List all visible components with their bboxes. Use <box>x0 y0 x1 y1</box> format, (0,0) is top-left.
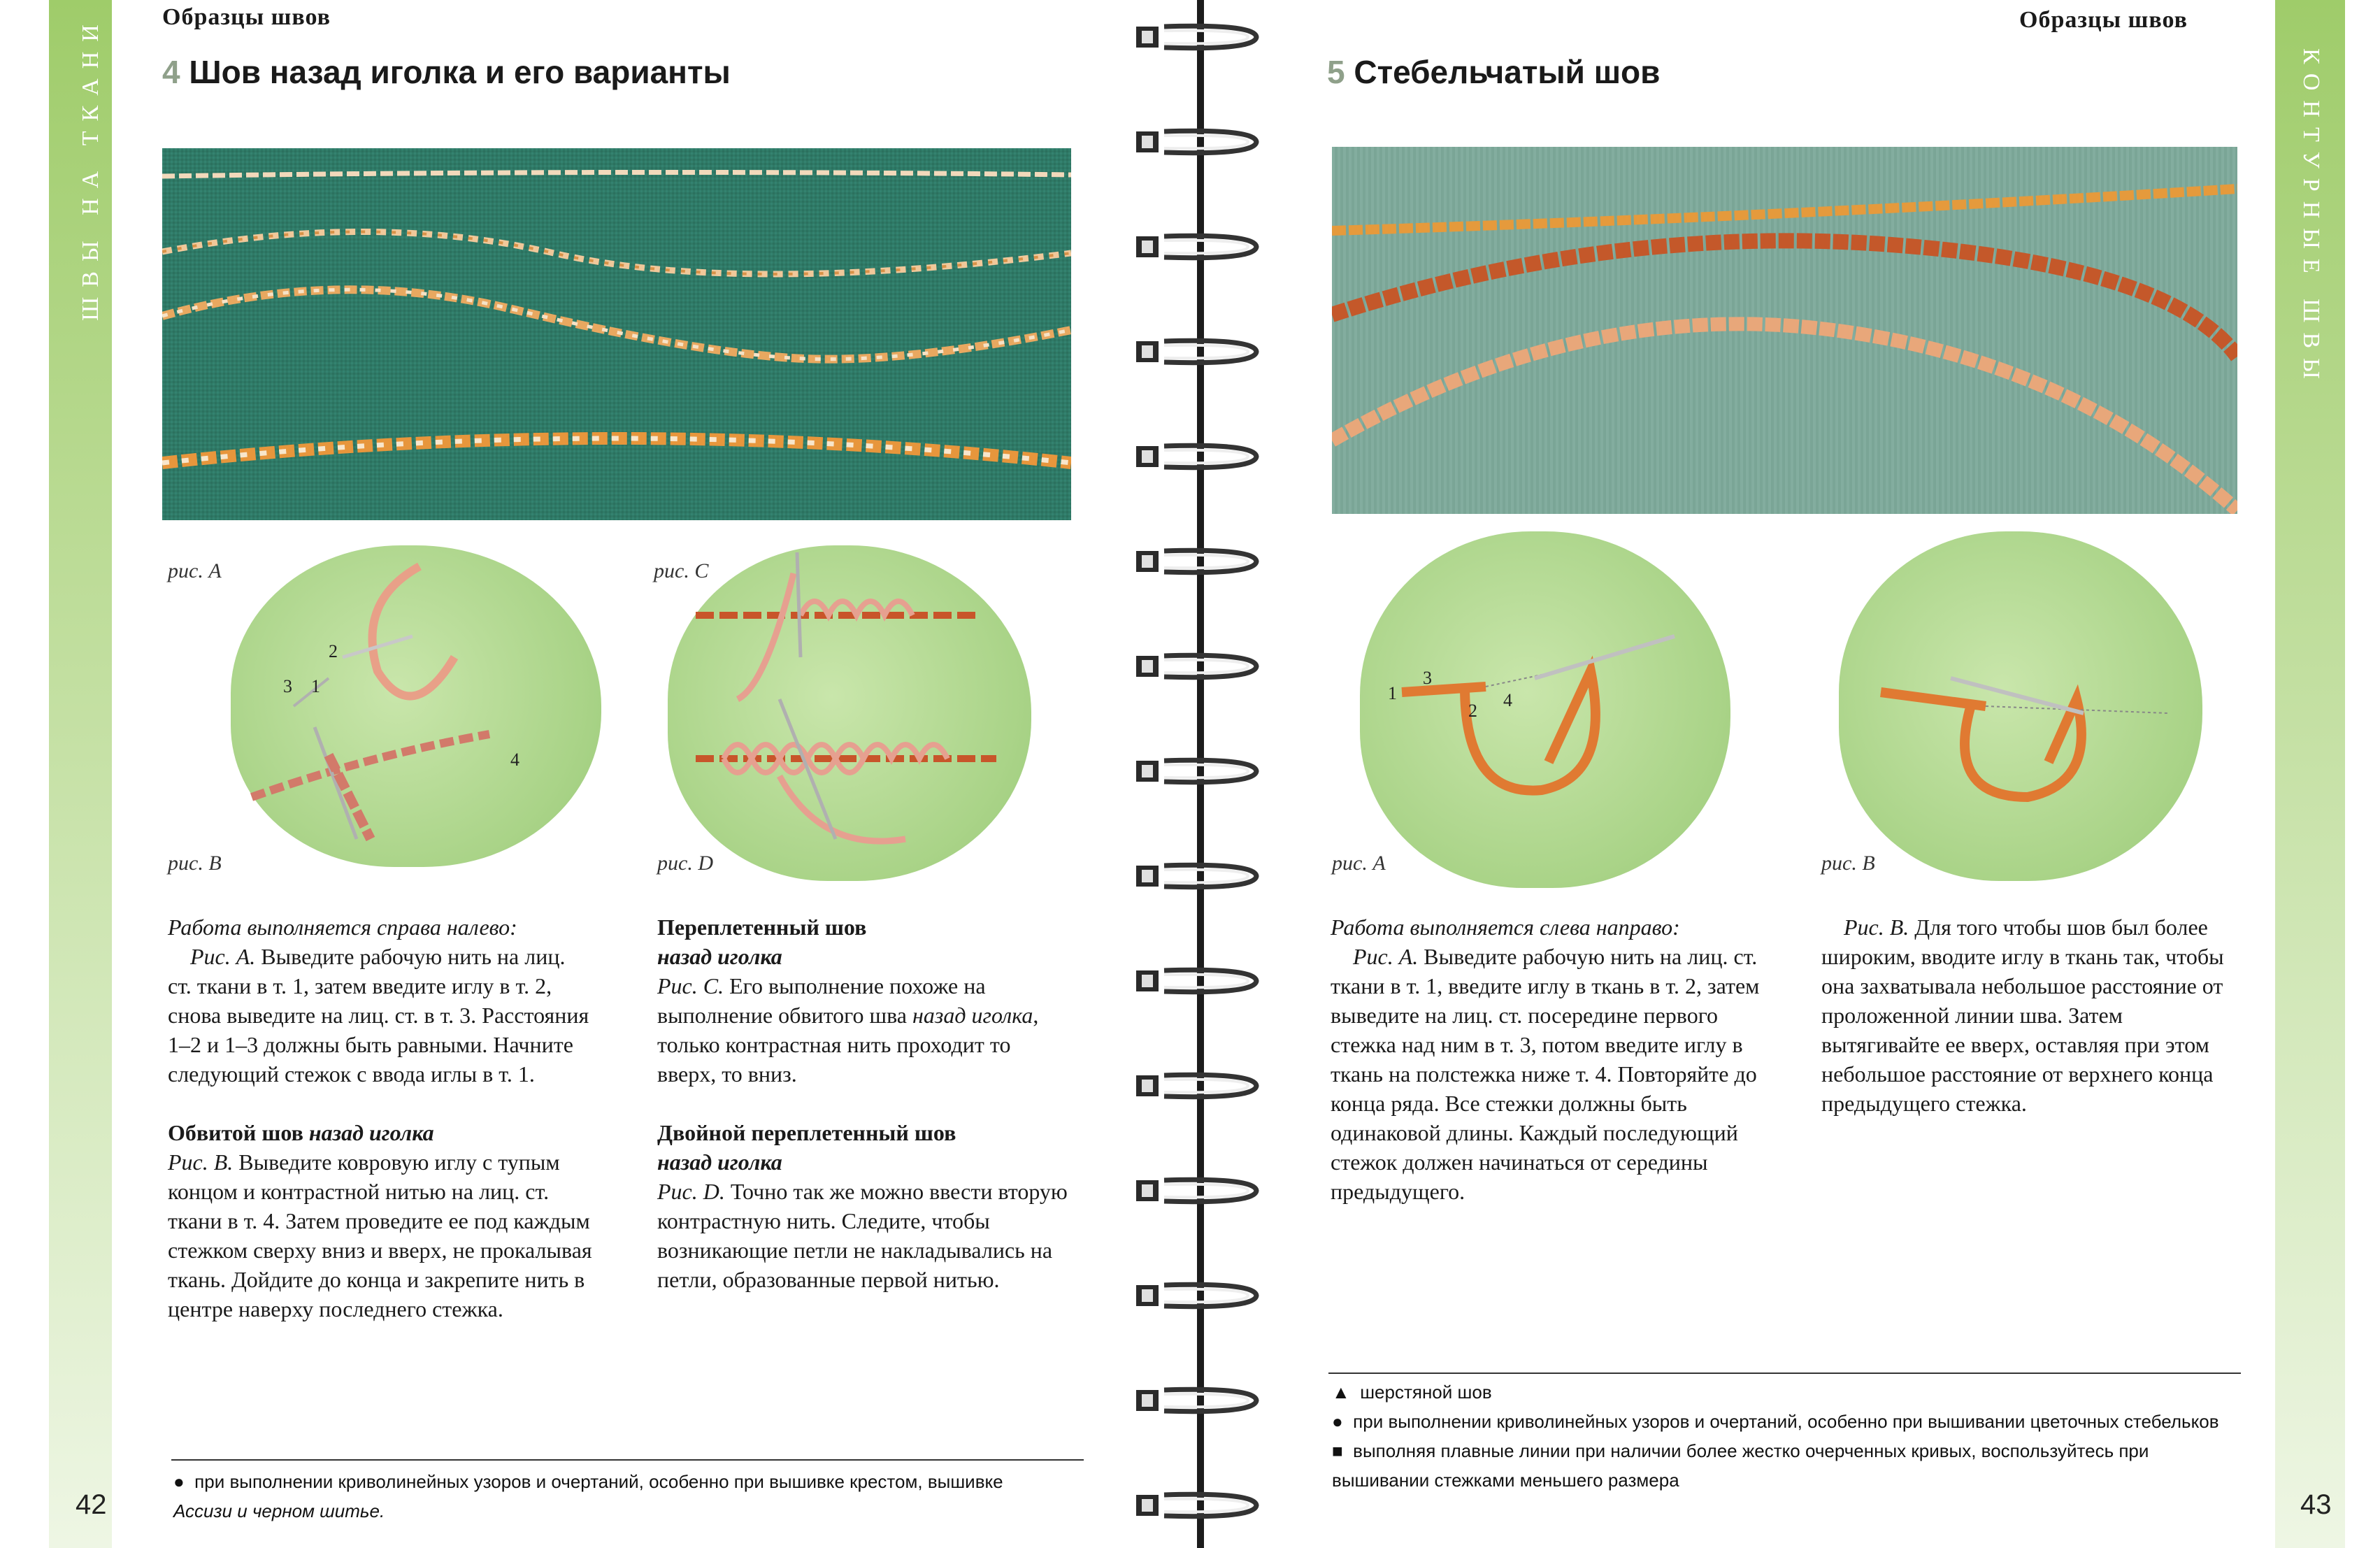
left-page-number: 42 <box>76 1489 107 1520</box>
fig-b-label-left: рис. В <box>168 852 222 875</box>
left-para-b: Рис. В. Выведите ковровую иглу с тупым концом и контрастной нитью на лиц. ст. ткани в т. 4. Затем проведите ее под каждым стежком сверху вниз и вверх, не прокалывая ткань. Дойдите до конца и закрепите нить в центре наверху последнего стежка. <box>168 1149 592 1321</box>
right-running-head: Образцы швов <box>2019 7 2188 33</box>
bullet-circle-icon: ● <box>173 1471 185 1492</box>
illustration-stem-b <box>1839 531 2202 881</box>
left-subheading-c: Переплетенный шов <box>657 915 867 940</box>
binding-ring <box>1136 650 1262 682</box>
left-column-2 <box>657 912 1070 1294</box>
left-footer-note: ● при выполнении криволинейных узоров и очертаний, особенно при вышивке крестом, вышивке Ассизи и черном шитье. <box>173 1471 1003 1521</box>
binding-ring <box>1136 1280 1262 1312</box>
left-footer-rule <box>171 1459 1084 1461</box>
left-para-c: Рис. С. Его выполнение похоже на выполнение обвитого шва назад иголка, только контрастная нить проходит то вверх, то вниз. <box>657 973 1039 1087</box>
right-section-title-text: Стебельчатый шов <box>1354 54 1661 90</box>
binding-ring <box>1136 755 1262 787</box>
left-section-title-text: Шов назад иголка и его варианты <box>189 54 731 90</box>
right-fabric-svg <box>1332 147 2237 514</box>
fig-b-label-right: рис. В <box>1821 852 1875 875</box>
fig-c-label: рис. С <box>654 559 709 582</box>
illustration-stem-a <box>1360 531 1730 888</box>
illustration-c-d <box>668 545 1031 881</box>
stem-a-point-4: 4 <box>1503 690 1512 710</box>
fig-b-point-4: 4 <box>510 750 519 770</box>
left-subheading-b: Обвитой шов назад иголка <box>168 1120 434 1145</box>
fig-a-point-2: 2 <box>329 641 338 661</box>
right-footer-rule <box>1328 1373 2241 1374</box>
fig-d-label: рис. D <box>657 852 713 875</box>
binding-ring <box>1136 126 1262 158</box>
right-column-2 <box>1821 912 2241 1118</box>
left-section-number: 4 <box>162 54 180 90</box>
left-intro: Работа выполняется справа налево: <box>168 915 517 940</box>
fig-a-point-3: 3 <box>283 676 292 696</box>
stem-a-point-3: 3 <box>1423 668 1432 688</box>
left-side-label: ШВЫ НА ТКАНИ <box>78 15 103 321</box>
left-section-title <box>162 53 731 91</box>
left-para-d: Рис. D. Точно так же можно ввести вторую контрастную нить. Следите, чтобы возникающие петли не накладывались на петли, образованные первой нитью. <box>657 1179 1068 1292</box>
right-note-2: ● при выполнении криволинейных узоров и очертаний, особенно при вышивании цветочных стебельков <box>1332 1411 2219 1432</box>
fig-a-point-1: 1 <box>311 676 320 696</box>
stem-a-point-1: 1 <box>1388 683 1397 703</box>
left-subheading-d-em: назад иголка <box>657 1149 782 1175</box>
left-column-1 <box>168 912 594 1324</box>
bullet-circle-icon: ● <box>1332 1411 1343 1432</box>
right-para-a: Рис. А. Выведите рабочую нить на лиц. ст. ткани в т. 1, введите иглу в ткань в т. 2, затем выведите на лиц. ст. посередине первого стежка над ним в т. 3, потом введите иглу в ткань на полстежка ниже т. 4. Повторяйте до конца ряда. Все стежки должны быть одинаковой длины. Каждый последующий стежок должен начинаться от середины предыдущего. <box>1331 944 1760 1204</box>
binding-ring <box>1136 965 1262 997</box>
left-subheading-c-em: назад иголка <box>657 944 782 969</box>
fig-a-label-right: рис. А <box>1332 852 1386 875</box>
binding-ring <box>1136 1070 1262 1102</box>
binding-ring <box>1136 21 1262 53</box>
right-column-1 <box>1331 912 1764 1206</box>
right-section-title <box>1327 53 1660 91</box>
stem-a-point-2: 2 <box>1468 701 1477 721</box>
right-intro: Работа выполняется слева направо: <box>1331 915 1680 940</box>
left-running-head: Образцы швов <box>162 4 331 30</box>
bullet-triangle-icon: ▲ <box>1332 1382 1350 1403</box>
illustration-a-b <box>231 545 601 867</box>
right-section-number: 5 <box>1327 54 1345 90</box>
binding-ring <box>1136 1384 1262 1417</box>
left-fabric-svg <box>162 148 1071 520</box>
binding-ring <box>1136 231 1262 263</box>
right-note-3: ■ выполняя плавные линии при наличии более жестко очерченных кривых, воспользуйтесь при вышивании стежками меньшего размера <box>1332 1440 2149 1491</box>
binding-ring <box>1136 440 1262 473</box>
binding-ring <box>1136 1489 1262 1521</box>
right-para-b: Рис. В. Для того чтобы шов был более широким, вводите иглу в ткань так, чтобы она захватывала небольшое расстояние от проложенной линии шва. Затем вытягивайте ее вверх, оставляя при этом небольшое расстояние от верхнего конца предыдущего стежка. <box>1821 915 2224 1116</box>
right-side-label: КОНТУРНЫЕ ШВЫ <box>2298 48 2324 389</box>
bullet-square-icon: ■ <box>1332 1440 1343 1461</box>
fig-a-label-left: рис. А <box>168 559 222 582</box>
right-note-1: ▲ шерстяной шов <box>1332 1382 1492 1403</box>
left-subheading-d: Двойной переплетенный шов <box>657 1120 956 1145</box>
binding-ring <box>1136 1175 1262 1207</box>
right-fabric-photo <box>1332 147 2237 514</box>
binding-ring <box>1136 545 1262 578</box>
right-footer-notes <box>1332 1377 2241 1495</box>
binding-ring <box>1136 860 1262 892</box>
right-page-number: 43 <box>2300 1489 2332 1520</box>
left-fabric-photo <box>162 148 1071 520</box>
left-para-a: Рис. А. Выведите рабочую нить на лиц. ст. ткани в т. 1, затем введите иглу в т. 2, снова выведите на лиц. ст. в т. 3. Расстояния 1–2 и 1–3 должны быть равными. Начните следующий стежок с ввода иглы в т. 1. <box>168 944 589 1087</box>
binding-ring <box>1136 336 1262 368</box>
